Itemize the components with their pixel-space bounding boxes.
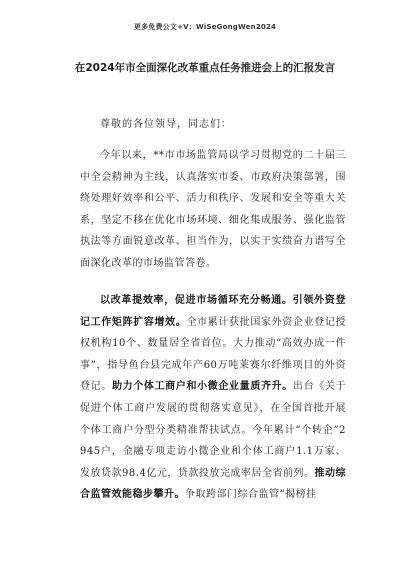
text-individual-business: 出台《关于促进个体工商户发展的贯彻落实意见》，在全国首批开展个体工商户分型分类精准帮扶试点。今年累计“个转企”2945户，金融专项走访小微企业和个体工商户1.1万家、发放贷款98.4亿元，贷款投放完成率居全省前列。 xyxy=(80,381,347,479)
header-note: 更多免费公文+V：WiSeGongWen2024 xyxy=(133,23,277,31)
text-comprehensive-supervision: 争取跨部门综合监管“揭榜挂 xyxy=(185,489,317,501)
greeting: 尊敬的各位领导，同志们： xyxy=(100,119,232,130)
bold-heading-individual-business: 助力个体工商户和小微企业量质齐升。 xyxy=(111,381,293,393)
text-foreign-registration: 全市累计获批国家外资企业登记授权机构10个、数量居全省首位。大力推动“高效办成一件事”，指导鱼台县完成年产60万吨莱赛尔纤维项目的外资登记。 xyxy=(80,316,347,393)
paragraph-intro xyxy=(80,145,346,275)
bold-heading-comprehensive-supervision: 推动综合监管效能稳步攀升。 xyxy=(80,467,347,501)
paragraph-intro-text: 今年以来，**市市场监管局以学习贯彻党的二十届三中全会精神为主线，认真落实市委、市政府决策部署，围绕处理好效率和公平、活力和秩序、发展和安全等重大关系，坚定不移在优化市场环境、细化集成服务、强化监管执法等方面锐意改革、担当作为，以实干实绩奋力谱写全面深化改革的市场监管答卷。 xyxy=(80,150,346,269)
paragraph-reform-efficiency-text xyxy=(80,290,346,506)
document-title: 在2024年市全面深化改革重点任务推进会上的汇报发言 xyxy=(74,62,336,74)
bold-heading-reform-efficiency: 以改革提效率，促进市场循环充分畅通。引领外资登记工作矩阵扩容增效。 xyxy=(80,295,346,328)
paragraph-reform-efficiency xyxy=(80,290,346,506)
